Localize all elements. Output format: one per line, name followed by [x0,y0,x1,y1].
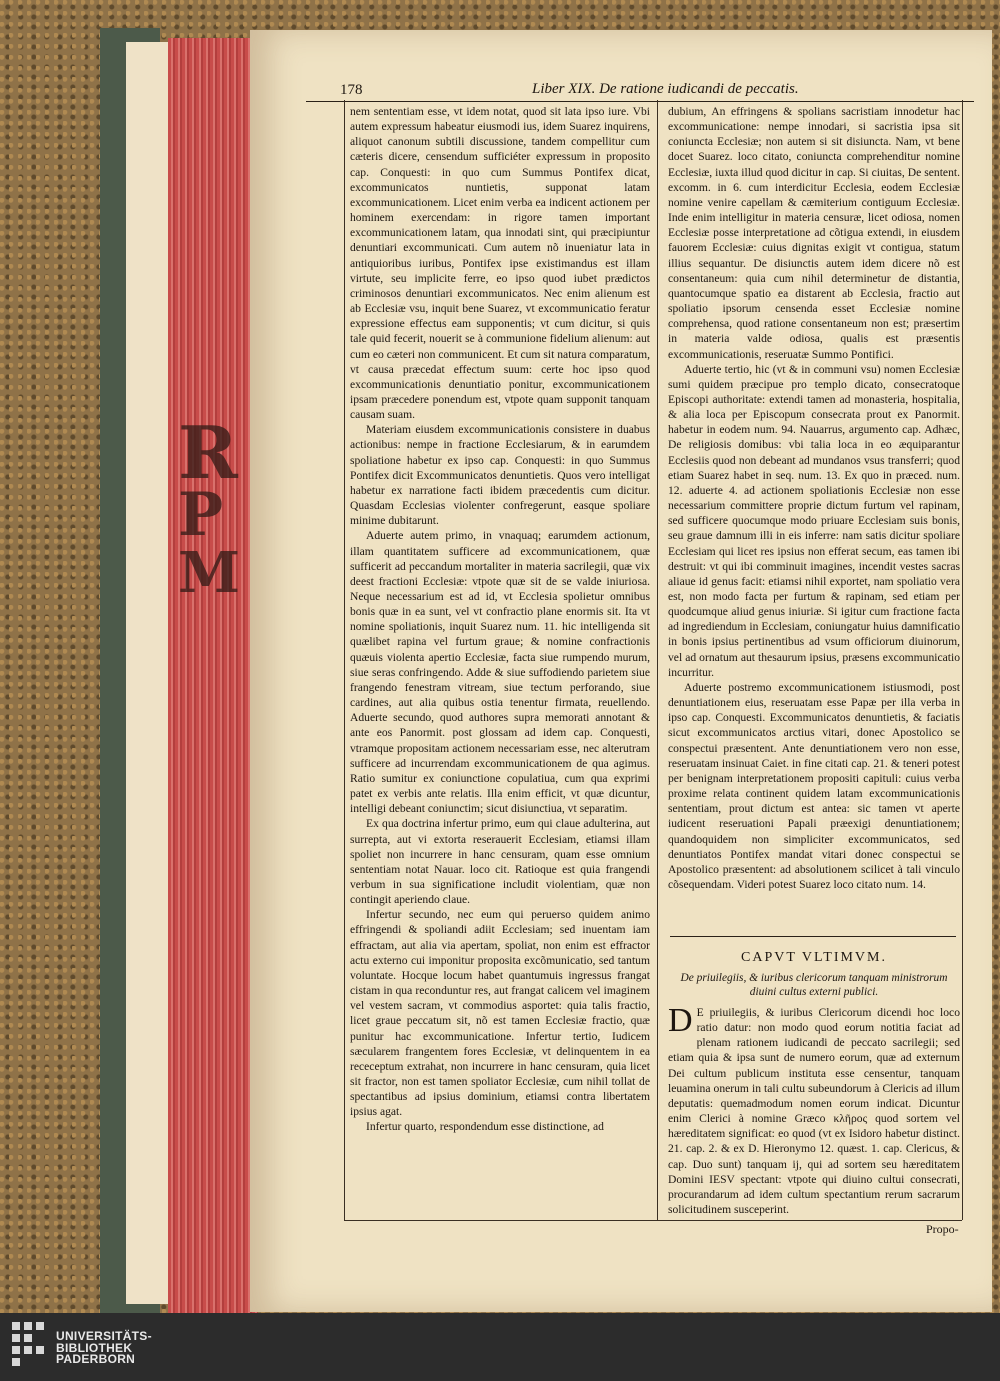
paragraph: Infertur quarto, respondendum esse distinctione, ad [366,1120,604,1134]
paragraph: Aduerte tertio, hic (vt & in communi vsu) nomen Ecclesiæ sumi quidem præcipue pro templo dicato, consecratoque Episcopi authoritate: extendi tamen ad monasteria, hospitalia, & alia loca per Episcopum consecrata prout ex Panormit. habetur in eodem num. 94. Nauarrus, argumento cap. Adhæc, De religiosis domibus: vbi talia loca in eo æquiparantur Ecclesiis quod non debeant ad mundanos vsus transferri; quod etiam Suarez habet in seq. num. 13. Ex quo in præced. num. 12. aduerte 4. ad actionem spoliationis Ecclesiæ non esse necessarium committere proprie dictum furtum vel rapinam, sed sufficere quocumque modo priuare Ecclesiam suis bonis, seu graue damnum illi in eis inferre: nam satis dicitur spoliare Ecclesiam qui licet res ipsius non efferat secum, eas tamen ibi destruit: vt qui ibi comminuit imagines, incendit vestes sacras aliaue id genus facit: etiamsi nihil exportet, nam spoliatio vera est, non modo facta per furtum & rapinam, sed etiam per quodcumque aliud genus iniuriæ. Si igitur cum fractione facta ad ingrediendum in Ecclesiam, coniungatur huius damnificatio in bonis ipsius pertinentibus ad vsum officiorum diuinorum, vel ad ornatum aut thesaurum ipsius, præsens excommunicatio incurritur. [668,362,960,679]
library-name-line: UNIVERSITÄTS- [56,1329,152,1343]
chapter-title: CAPVT VLTIMVM. [741,950,887,965]
paragraph: Aduerte postremo excommunicationem istiusmodi, post denuntiationem eius, reseruatam esse Papæ per illa verba in ipso cap. Conquesti. Excommunicatos denuntietis, & faciatis sicut excommunicatos arctius vitari, donec Apostolico se conspectui præsentent. Ante denuntiationem vero non esse, reseruatam insinuat Caiet. in fine citati cap. 21. & teneri potest per benignam interpretationem propositi capituli: cuius verba proxime relata continent quidem latam excommunicationis sententiam, prout dictum est antea: sic tamen vt aperte iudicent reseruationi Papali præexigi denuntiationem; quandoquidem non simpliciter excommunicatos, sed denuntiatos Pontifex mandat vitari donec conspectui se Apostolico præsentent: ad absolutionem scilicet à tali vinculo cõsequendam. Videri potest Suarez loco citato num. 14. [668,680,960,891]
chapter-subtitle: De priuilegiis, & iuribus clericorum tanquam ministrorum diuini cultus externi publici. [680,972,948,998]
library-logo-icon [12,1322,48,1366]
catchword: Propo- [926,1222,959,1236]
paragraph: nem sententiam esse, vt idem notat, quod sit lata ipso iure. Vbi autem expressum habeatur eiusmodi ius, idem Suarez inquirens, aliquot canonum subtili discussione, tandem compellitur cum cæteris dicere, censendum sufficiéter expressum in proposito cap. Conquesti: in quo cum Summus Pontifex dicat, excommunicatos nuntietis, supponat latam excommunicationem. Licet enim verba ea indicent actionem per hominem exercendam: in rigore tamen important excommunicationem latam, qua innodati sint, qui præcipiuntur denuntiari excommunicati. Cum autem nõ inueniatur lata in antiquioribus iuribus, Pontifex ipse existimandus est illam virtute, seu implicite ferre, eo ipso quod iubet prædictos criminosos denuntiari excommunicatos. Nec enim alienum est ab Ecclesiæ vsu, inquit bene Suarez, vt excommunicatio feratur expressione effectus eam supponentis; vt cum dicitur, si quis tale quid fecerit, nouerit se à communione fidelium alienum: aut cum eo cæteri non communicent. Et cum sit natura comparatum, vt causa præcedat effectum suum: certe hoc ipso quod excommunicationis denuntiatio ponitur, excommunicationem ipsam præcedere ponendum est, vtpote quam supponit tanquam causam suam. [350,105,650,422]
column-divider [657,100,658,1220]
paragraph: Infertur secundo, nec eum qui peruerso quidem animo effringendi & spoliandi adiit Ecclesiam; sed inuentam iam effractam, aut alia via apertam, spoliat, non enim est effractor actu externo cui imponitur proposita excõmunicatio, sed tantum voluntate. Hocque locum habet quantumuis ingressus frangat cistam in qua reconduntur res, aut frangat calicem vel imaginem vel vestem sacram, vt commodius asportet: quia talis fractio, licet graue peccatum sit, nõ est tamen Ecclesiæ fractio, quæ punitur hac excommunicatione. Infertur tertio, Iudicem sæcularem frangentem fores Ecclesiæ, vt delinquentem in ea receceptum extrahat, non incurrere in hanc censuram, quia licet sit fractor, non est tamen spoliator Ecclesiæ, cum nihil tollat de spectantibus ad ipsius dominium, etiamsi contra libertatem ipsius agat. [350,908,650,1119]
left-border-rule [344,100,345,1220]
library-name [56,1331,152,1366]
stamp-letter-m: M [178,540,240,606]
right-border-rule [962,100,963,1220]
drop-cap: D [668,1002,693,1039]
bottom-border-rule [344,1220,962,1221]
library-name-line: BIBLIOTHEK [56,1340,133,1355]
paragraph: dubium, An effringens & spolians sacristiam innodetur hac excommunicatione: nempe innodari, si sacristia ipsa sit coniuncta Ecclesiæ; non autem si sit disiuncta. Nam, vt bene docet Suarez. loco citato, coniuncta comprehenditur nomine Ecclesiæ, iuxta illud quod dicitur in cap. Si ciuitas, De sentent. excomm. in 6. cum interdicitur Ecclesia, eodem Ecclesiæ nomine venire capellam & cæmiterium contiguum Ecclesiæ. Inde enim intelligitur in materia censuræ, licet odiosa, nomen Ecclesiæ posse interpretatione ad cõtigua extendi, in eiusdem fauorem Ecclesiæ: cuius dignitas exigit vt contigua, statum illius sequantur. De disiunctis autem idem dicere nõ est consentaneum: quia cum nihil determinetur de distantia, quantocumque spatio ea distarent ab Ecclesia, fractio aut spoliatio ipsorum censenda esset Ecclesiæ nomine comprehensa, quod ratione consentaneum non est; præsertim in materia valde odiosa, qualis est præsentis excommunicationis, reseruatæ Summo Pontifici. [668,105,960,361]
running-title: Liber XIX. De ratione iudicandi de peccatis. [532,81,799,97]
red-page-edges [168,38,258,1313]
chapter-body [668,1002,960,1217]
library-name-line: PADERBORN [56,1352,136,1366]
page-number: 178 [340,82,363,98]
left-column [350,104,650,1135]
paragraph: Ex qua doctrina infertur primo, eum qui claue adulterina, aut surrepta, aut vi extorta reserauerit Ecclesiam, etiamsi illam spoliet non incurrere in hanc censuram, quam esse omnium sententiam notat Nauar. loco cit. Ratioque est quia frangendi verbum in sua significatione includit violentiam, quæ non contingit aperiendo claue. [350,817,650,907]
paragraph: Aduerte autem primo, in vnaquaq; earumdem actionum, illam quantitatem sufficere ad excommunicationem, quæ sufficerit ad peccandum mortaliter in materia sacrilegii, quæ vix deest fractioni Ecclesiæ: vtpote quæ sit de se valde iniuriosa. Neque necessarium est ad id, vt Ecclesia spolietur omnibus bonis quæ in ea sunt, vel vt confractio plane enormis sit. Ita vt nomine spoliationis, inquit Suarez num. 11. hic intelligenda sit quælibet rapina vel furtum graue; & nomine confractionis quæuis violenta apertio Ecclesiæ, facta siue rumpendo murum, siue seras confringendo. Adde & siue suffodiendo parietem siue frangendo fenestram vitream, siue tectum perforando, siue cardines, aut alia quibus ostia tenentur firmata, reuellendo. Aduerte secundo, quod authores supra memorati annotant & ante eos Panormit. post glossam ad idem cap. Conquesti, vtramque propositam actionem necessariam esse, nec alterutram sufficere ad incurrendam excommunicationem de qua agimus. Ratio sumitur ex coniunctione copulatiua, cum qua exprimi patet ex verbis ante relatis. Illa enim efficit, vt quæ dicuntur, intelligi debeant coniunctim; sicut disiunctiua, vt separatim. [350,529,650,816]
chapter-body-text: E priuilegiis, & iuribus Clericorum dicendi hoc loco ratio datur: non modo quod eorum notitia faciat ad plenam rationem iudicandi de peccato sacrilegii; sed etiam quia & ipsa sunt de numero eorum, quæ ad externum Dei cultum publicum instituta esse censentur, tanquam leuamina onerum in tali cultu subeundorum à Clericis ad illum deputatis: quemadmodum nomen eorum indicat. Dicuntur enim Clerici à nomine Græco κλῆρος quod sortem vel hæreditatem significat: eo quod (vt ex Isidoro habetur distinct. 21. cap. 2. & ex D. Hieronymo 12. quæst. 1. cap. Clericus, & cap. Duo sunt) tanquam ij, qui ad sortem seu hæreditatem Domini IESV spectant: vtpote qui diuino cultui consecrati, procurandarum ad idem cultum spectantium rerum sacrarum solicitudinem susceperint. [668,1006,960,1217]
chapter-separator-rule [670,936,956,937]
paragraph: Materiam eiusdem excommunicationis consistere in duabus actionibus: nempe in fractione Ecclesiarum, & in earumdem spoliatione habetur ex ipso cap. Conquesti: in quo Summus Pontifex dicit Excommunicatos denuntietis. Quos vero intelligat habetur ex narratione facti ibidem præcedentis cum dicitur. Quasdam Ecclesias violenter confregerunt, easque spoliare minime dubitarunt. [350,423,650,528]
stamp-letter-r: R [178,410,238,495]
stamp-letter-p: P [178,480,224,550]
right-column [668,104,960,892]
